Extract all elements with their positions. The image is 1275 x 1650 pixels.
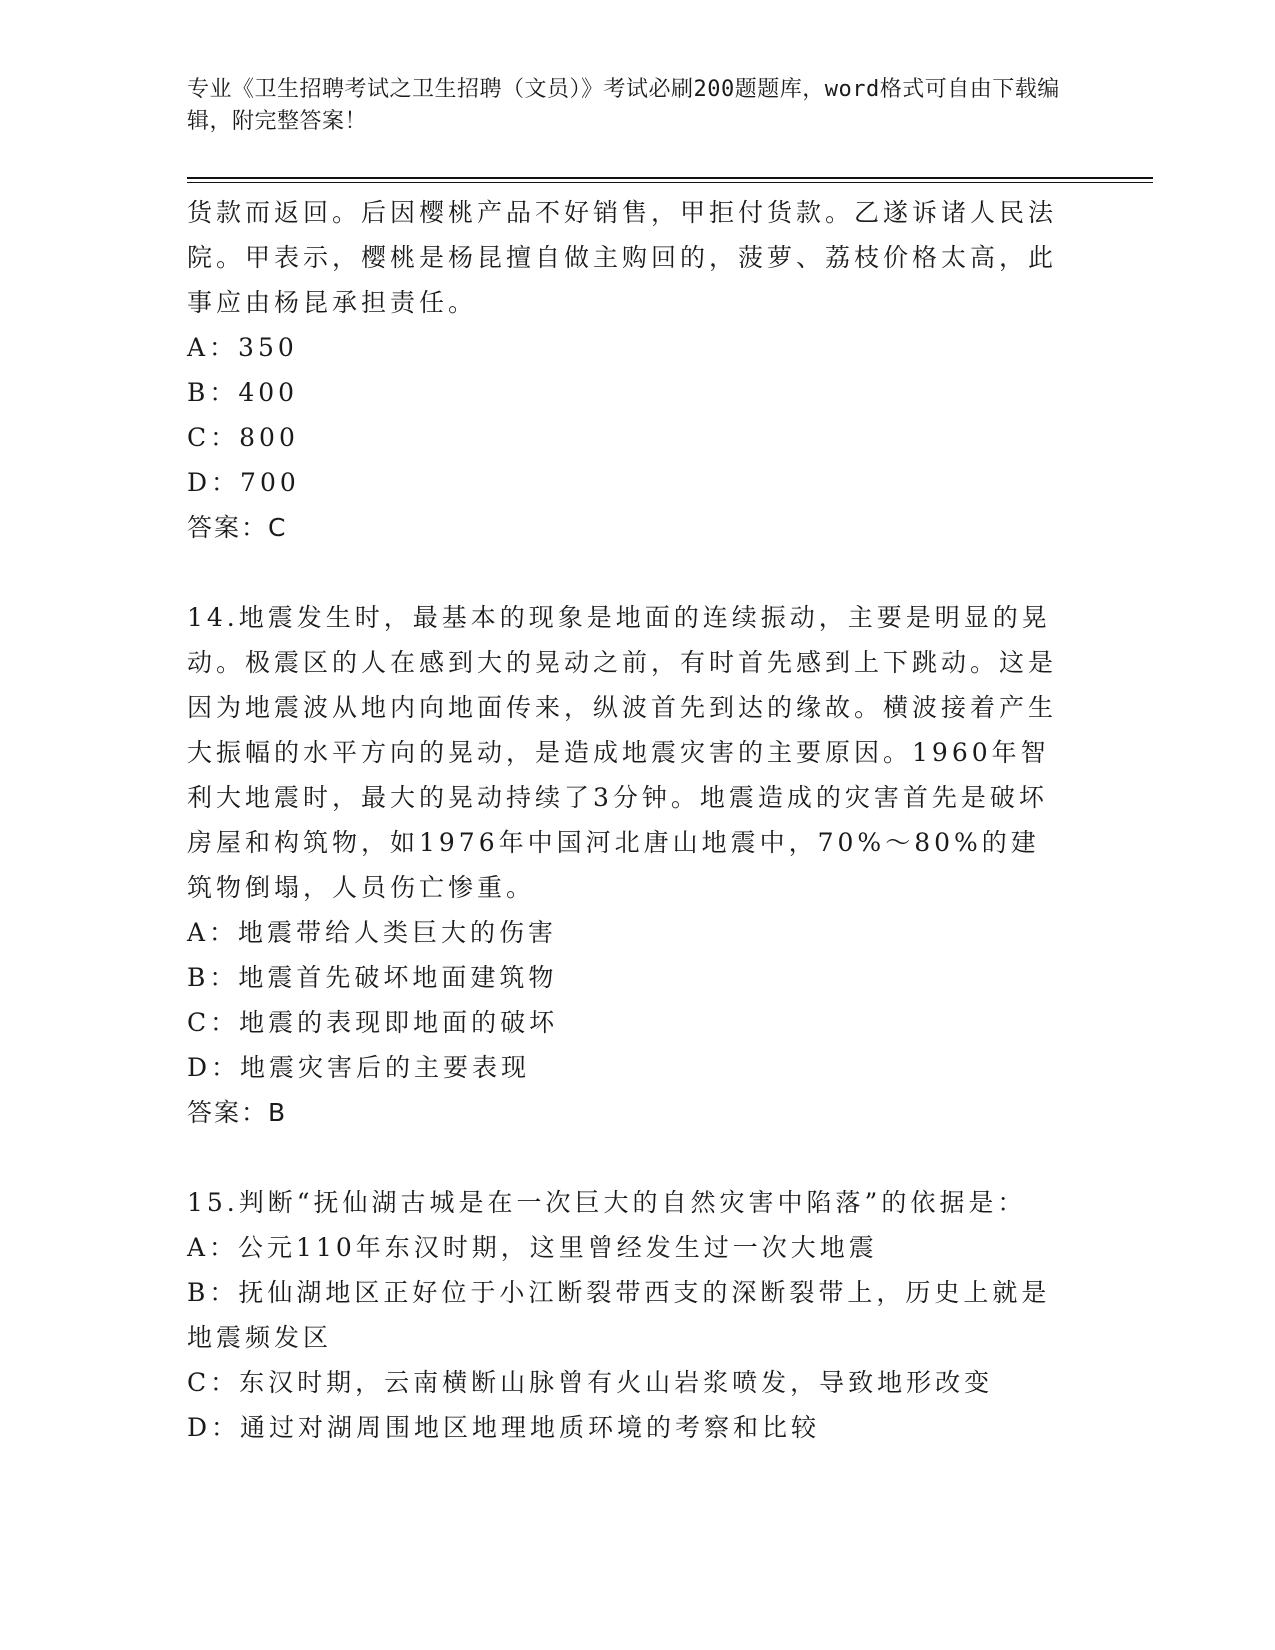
answer: 答案：B (187, 1098, 288, 1127)
spacer (187, 1135, 1067, 1180)
question-content (187, 190, 1067, 1450)
question-13 (187, 190, 1067, 550)
question-text: 14.地震发生时，最基本的现象是地面的连续振动，主要是明显的晃动。极震区的人在感到大的晃动之前，有时首先感到上下跳动。这是因为地震波从地内向地面传来，纵波首先到达的缘故。横波接着产生大振幅的水平方向的晃动，是造成地震灾害的主要原因。1960年智利大地震时，最大的晃动持续了3分钟。地震造成的灾害首先是破坏房屋和构筑物，如1976年中国河北唐山地震中，70%～80%的建筑物倒塌，人员伤亡惨重。 (187, 603, 1058, 902)
option-c: C：东汉时期，云南横断山脉曾有火山岩浆喷发，导致地形改变 (187, 1368, 994, 1397)
question-14 (187, 595, 1067, 1135)
option-c: C：800 (187, 423, 299, 452)
option-b: B：抚仙湖地区正好位于小江断裂带西支的深断裂带上，历史上就是地震频发区 (187, 1278, 1051, 1352)
option-b: B：地震首先破坏地面建筑物 (187, 963, 558, 992)
option-d: D：通过对湖周围地区地理地质环境的考察和比较 (187, 1413, 821, 1442)
option-b: B：400 (187, 378, 299, 407)
option-a: A：350 (187, 333, 298, 362)
answer: 答案：C (187, 513, 288, 542)
spacer (187, 550, 1067, 595)
header-divider (187, 177, 1153, 179)
question-15 (187, 1180, 1067, 1450)
header-divider-thin (187, 182, 1153, 183)
question-text: 货款而返回。后因樱桃产品不好销售，甲拒付货款。乙遂诉诸人民法院。甲表示，樱桃是杨昆擅自做主购回的，菠萝、荔枝价格太高，此事应由杨昆承担责任。 (187, 198, 1058, 317)
option-a: A：公元110年东汉时期，这里曾经发生过一次大地震 (187, 1233, 878, 1262)
option-a: A：地震带给人类巨大的伤害 (187, 918, 558, 947)
question-text: 15.判断“抚仙湖古城是在一次巨大的自然灾害中陷落”的依据是： (187, 1188, 1027, 1217)
page-header: 专业《卫生招聘考试之卫生招聘（文员）》考试必刷200题题库，word格式可自由下载编辑，附完整答案！ (187, 77, 1060, 134)
option-c: C：地震的表现即地面的破坏 (187, 1008, 559, 1037)
option-d: D：700 (187, 468, 300, 497)
option-d: D：地震灾害后的主要表现 (187, 1053, 531, 1082)
